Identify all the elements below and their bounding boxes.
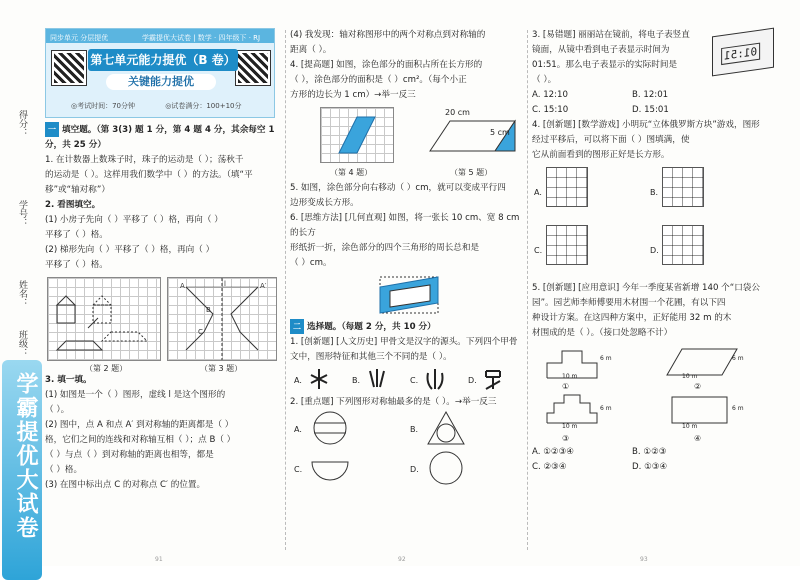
oracle-glyph-icon [308,367,330,391]
option-text: B. 12:01 [632,90,669,100]
axis-symmetric-drawing [168,278,276,360]
cube-stack-icon [662,225,704,265]
question-line: （ ）。 [532,75,557,85]
dimension-label: 20 cm [445,108,470,117]
plan-label: ① [562,382,570,391]
qr-code-icon [236,51,270,85]
dimension-label: 10 m [562,373,578,380]
dimension-label: 10 m [562,423,578,430]
option-text: A. ①②③④ [532,447,575,457]
plan-label: ② [694,382,702,391]
option-label: C. [294,465,303,474]
question-line: 4. [创新题] [数学游戏] 小明玩“立体俄罗斯方块”游戏，图形 [532,120,760,130]
section-heading [290,319,522,335]
choice-row [532,460,782,475]
circle-lines-icon [310,410,350,446]
option-label: A. [294,376,302,385]
question-line: 文中，图形特征和其他三个不同的是（ ）。 [290,352,452,362]
grid-figure-4 [320,107,394,163]
question-line: 3. 填一填。 [45,375,92,385]
exam-banner [45,28,275,118]
svg-text:C: C [198,328,203,336]
question-line: 6. [思维方法] [几何直观] 如图，将一张长 10 cm、宽 8 cm 的长方 [290,213,520,238]
question-line: 的运动是（ ）。这样用我们数学中（ ）的方法。（填“平 [45,170,253,180]
house-trapezoid-drawing [48,278,160,360]
svg-text:B: B [206,306,211,314]
question-line: 距离（ ）。 [290,45,332,55]
dimension-label: 6 m [732,355,744,362]
question-line: 种设计方案。在这四种方案中，正好能用 32 m 的木 [532,313,732,323]
shape-options-grid [290,410,522,490]
banner-series: 学霸提优大试卷 | 数学 · 四年级下 · RJ [142,34,261,42]
section-heading [45,122,280,153]
folded-paper-drawing [375,273,445,317]
plan-label: ③ [562,434,570,443]
question-line: 形纸折一折，涂色部分的四个三角形的周长总和是 [290,243,480,253]
cube-stack-icon [662,167,704,207]
page-number: 91 [155,556,163,563]
question-line: 01:51。那么电子表显示的实际时间是 [532,60,678,70]
page-number: 92 [398,556,406,563]
grid-figure-2 [47,277,161,361]
question-line: 园”。园艺师李师傅要用木材围一个花圃，有以下四 [532,298,726,308]
svg-text:A′: A′ [260,282,267,290]
option-label: A. [534,188,542,197]
clock-reading: 01:51 [721,43,760,65]
circle-icon [426,450,466,486]
option-label: D. [410,465,419,474]
section-mark: 一 [45,122,59,137]
brand-text: 学霸提优大试卷 [13,372,38,540]
question-line: 它从前面看到的图形正好是长方形。 [532,150,670,160]
question-line: 镜面，从镜中看到电子表显示时间为 [532,45,670,55]
exam-title: 第七单元能力提优（B 卷） [88,49,238,71]
dimension-label: 5 cm [490,128,510,137]
choice-row [532,103,782,118]
oracle-glyph-icon [482,367,504,391]
question-line: 格，它们之间的连线和对称轴互相（ ）；点 B（ ） [45,435,236,445]
figure-row [290,271,522,319]
figure-4-caption: （第 4 题） [330,168,373,177]
question-line: 5. [创新题] [应用意识] 今年一季度某省新增 140 个“口袋公 [532,283,760,293]
dimension-label: 6 m [732,405,744,412]
question-line: (4) 我发现：轴对称图形中的两个对称点到对称轴的 [290,30,486,40]
brand-strip [2,360,42,580]
choice-row [532,445,782,460]
dimension-label: 6 m [600,405,612,412]
column-left [45,28,280,548]
oracle-glyph-icon [366,367,388,391]
question-line: （ ），涂色部分的面积是（ ）cm²。（每个小正 [290,75,467,85]
question-line: 平移了（ ）格。 [45,230,108,240]
exam-meta [71,99,270,114]
parallelogram-plan-drawing [662,343,742,383]
page-number: 93 [640,556,648,563]
question-line: (1) 如图是一个（ ）图形，虚线 l 是这个图形的 [45,390,226,400]
column-middle [290,28,522,548]
option-label: D. [468,376,477,385]
oracle-options-row [290,365,522,395]
figure-3-caption: （第 3 题） [200,364,243,373]
shaded-area-drawing [321,108,393,162]
cube-stack-icon [546,225,588,265]
column-right [532,28,782,548]
question-line: 2. 看图填空。 [45,200,101,210]
option-text: C. 15:10 [532,105,569,115]
oracle-glyph-icon [424,367,446,391]
question-line: 边形变成长方形。 [290,198,359,208]
section-title: 选择题。（每题 2 分，共 10 分） [307,322,436,332]
option-label: C. [534,246,543,255]
garden-plans-grid [532,341,782,445]
semicircle-icon [310,450,350,486]
dimension-label: 6 m [600,355,612,362]
question-line: （ ）与点（ ）到对称轴的距离也相等，都是 [45,450,214,460]
section-mark: 二 [290,319,304,334]
question-line: (3) 在图中标出点 C 的对称点 C′ 的位置。 [45,480,206,490]
option-label: A. [294,425,302,434]
rectangle-plan-drawing [662,393,742,433]
option-label: B. [352,376,361,385]
exam-score: ◎试卷满分：100+10分 [165,102,242,110]
option-text: D. ①③④ [632,462,668,472]
student-info-sidebar [2,30,42,560]
question-line: 方形的边长为 1 cm）→举一反三 [290,90,416,100]
option-label: C. [410,376,419,385]
figure-2-caption: （第 2 题） [85,364,128,373]
option-text: B. ①②③ [632,447,667,457]
option-label: D. [650,246,659,255]
figure-row [45,273,280,373]
exam-subtitle: 关键能力提优 [106,74,216,90]
option-label: B. [650,188,659,197]
svg-text:A: A [180,282,185,290]
question-line: (2) 梯形先向（ ）平移了（ ）格，再向（ ） [45,245,215,255]
qr-code-icon [52,51,86,85]
option-text: A. 12:10 [532,90,568,100]
id-label: 学号： [17,200,27,227]
question-line: （ ）cm。 [290,258,332,268]
figure-5-caption: （第 5 题） [450,168,493,177]
banner-topline [46,29,274,43]
grid-figure-3 [167,277,277,361]
choice-row [532,88,782,103]
question-line: 4. [提高题] 如图，涂色部分的面积占所在长方形的 [290,60,483,70]
name-label: 姓名： [17,280,27,307]
class-label: 班级： [17,330,27,357]
svg-text:l: l [224,280,226,288]
option-text: C. ②③④ [532,462,567,472]
cube-options-grid [532,163,782,281]
question-line: 移”或“轴对称”） [45,185,110,195]
column-divider [527,30,528,550]
option-text: D. 15:01 [632,105,669,115]
question-line: 3. [易错题] 丽丽站在镜前，将电子表竖直 [532,30,690,40]
question-line: （ ）。 [45,405,70,415]
triangle-circle-icon [426,410,466,446]
dimension-label: 10 m [682,423,698,430]
plan-label: ④ [694,434,702,443]
figure-row [290,103,522,181]
dimension-label: 10 m [682,373,698,380]
question-line: 平移了（ ）格。 [45,260,108,270]
question-line: 2. [重点题] 下列图形对称轴最多的是（ ）。→举一反三 [290,397,497,407]
exam-time: ◎考试时间：70分钟 [71,102,136,110]
cube-stack-icon [546,167,588,207]
column-divider [285,30,286,550]
question-line: 1. 在计数器上数珠子时，珠子的运动是（ ）；荡秋千 [45,155,244,165]
question-line: 材围成的是（ ）。（接口处忽略不计） [532,328,673,338]
question-line: (2) 图中，点 A 和点 A′ 到对称轴的距离都是（ ） [45,420,234,430]
banner-badge: 同步单元 分层提优 [50,34,109,42]
question-line: （ ）格。 [45,465,83,475]
option-label: B. [410,425,419,434]
question-line: 1. [创新题] [人文历史] 甲骨文是汉字的源头。下列四个甲骨 [290,337,518,347]
score-label: 得分： [17,110,27,137]
question-line: (1) 小房子先向（ ）平移了（ ）格，再向（ ） [45,215,223,225]
section-title: 填空题。（第 3(3) 题 1 分，第 4 题 4 分，其余每空 1 分，共 25 分） [45,125,275,150]
question-line: 5. 如图，涂色部分向右移动（ ）cm，就可以变成平行四 [290,183,506,193]
question-line: 经过平移后，可以将下面（ ）图填满，使 [532,135,690,145]
